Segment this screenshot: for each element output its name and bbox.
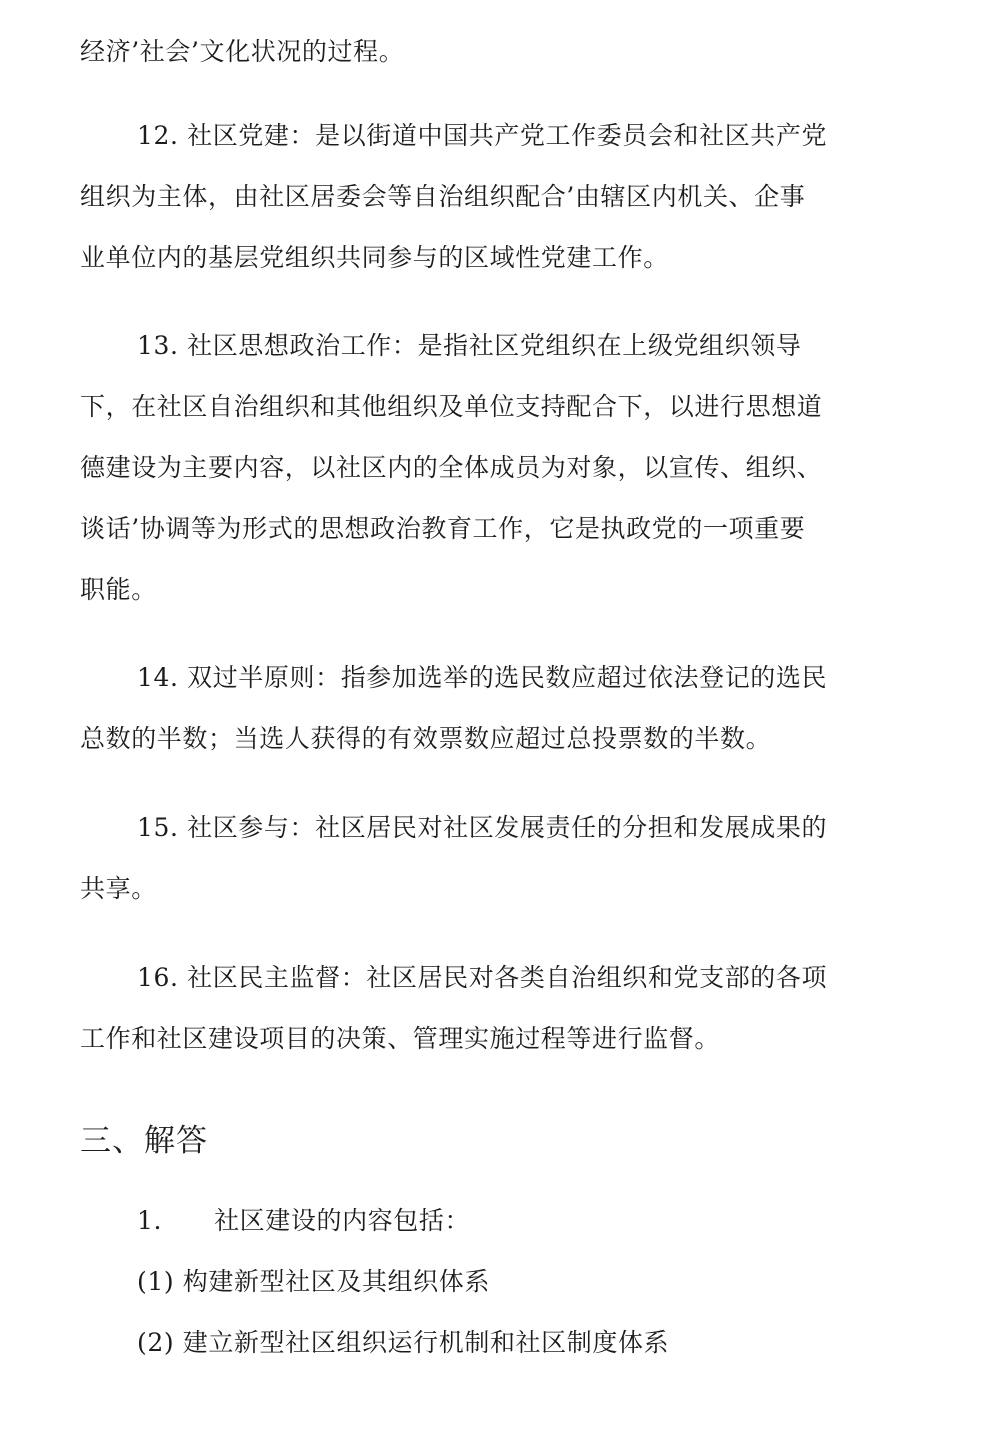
text-line: 共享。 [80,874,157,903]
text-line: 职能。 [80,575,157,604]
definition-12-line: 12. 社区党建：是以街道中国共产党工作委员会和社区共产党 [137,121,828,150]
text-line: 经济’社会’文化状况的过程。 [80,37,405,66]
text-line: 下，在社区自治组织和其他组织及单位支持配合下，以进行思想道 [80,392,823,421]
definition-13-line: 13. 社区思想政治工作：是指社区党组织在上级党组织领导 [137,331,802,360]
text-line: 德建设为主要内容，以社区内的全体成员为对象，以宣传、组织、 [80,453,823,482]
text-line: 工作和社区建设项目的决策、管理实施过程等进行监督。 [80,1024,721,1053]
text-line: 谈话’协调等为形式的思想政治教育工作，它是执政党的一项重要 [80,514,806,543]
definition-16-line: 16. 社区民主监督：社区居民对各类自治组织和党支部的各项 [137,963,828,992]
answer-1-line [137,1205,470,1237]
definition-15-line: 15. 社区参与：社区居民对社区发展责任的分担和发展成果的 [137,813,828,842]
text-line: 组织为主体，由社区居委会等自治组织配合’由辖区内机关、企事 [80,182,806,211]
answer-number: 1. [137,1206,163,1235]
text-line: 业单位内的基层党组织共同参与的区域性党建工作。 [80,243,669,272]
answer-item: (2) 建立新型社区组织运行机制和社区制度体系 [137,1328,670,1357]
text-line: 总数的半数；当选人获得的有效票数应超过总投票数的半数。 [80,724,772,753]
definition-14-line: 14. 双过半原则：指参加选举的选民数应超过依法登记的选民 [137,663,828,692]
answer-item: (1) 构建新型社区及其组织体系 [137,1267,490,1296]
answer-text: 社区建设的内容包括： [214,1206,471,1235]
section-heading: 三、解答 [80,1123,208,1159]
